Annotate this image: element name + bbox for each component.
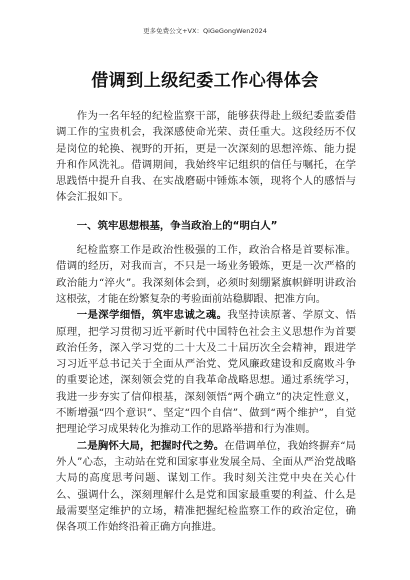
point-text-2: 在借调单位，我始终摒弃“局外人”心态，主动站在党和国家事业发展全局、全面从严治党战略大局的高度思考问题、谋划工作。我时刻关注党中央在关心什么、强调什么，深刻理解什么是党和国家最重要的利益、什么是最需要坚定维护的立场，精准把握纪检监察工作的政治定位，确保各项工作始终沿着正确方向推进。 [56,439,357,534]
point-lead-1: 一是深学细悟，筑牢忠诚之魂。 [76,309,228,322]
point-text-1: 我坚持读原著、学原文、悟原理，把学习贯彻习近平新时代中国特色社会主义思想作为首要政治任务，深入学习党的二十大及二十届历次全会精神，跟进学习习近平总书记关于全面从严治党、党风廉政建设和反腐败斗争的重要论述，深刻领会党的自我革命战略思想。通过系统学习，我进一步夯实了信仰根基，深刻领悟“两个确立”的决定性意义，不断增强“四个意识”、坚定“四个自信”、做到“两个维护”，自觉把理论学习成果转化为推动工作的思路举措和行为准则。 [56,309,357,436]
section1-paragraph-1: 纪检监察工作是政治性极强的工作，政治合格是首要标准。借调的经历，对我而言，不只是一场业务锻炼，更是一次严格的政治能力“淬火”。我深刻体会到，必须时刻绷紧旗帜鲜明讲政治这根弦，才能在纷繁复杂的考验面前站稳脚跟、把准方向。 [56,244,356,305]
document-title: 借调到上级纪委工作心得体会 [91,71,319,91]
intro-paragraph: 作为一名年轻的纪检监察干部，能够获得赴上级纪委监委借调工作的宝贵机会，我深感使命光荣、责任重大。这段经历不仅是岗位的轮换、视野的开拓，更是一次深刻的思想淬炼、能力提升和作风洗礼。借调期间，我始终牢记组织的信任与嘱托，在学思践悟中提升自我、在实战磨砺中锤炼本领，现将个人的感悟与体会汇报如下。 [56,110,356,204]
section-heading-1: 一、筑牢思想根基，争当政治上的“明白人” [76,219,278,232]
point-lead-2: 二是胸怀大局，把握时代之势。 [76,439,225,452]
section1-paragraph-2 [56,307,356,437]
section1-paragraph-3 [56,438,356,536]
header-note: 更多免费公文+VX：QiGeGongWen2024 [143,27,267,35]
document-body [56,108,356,535]
